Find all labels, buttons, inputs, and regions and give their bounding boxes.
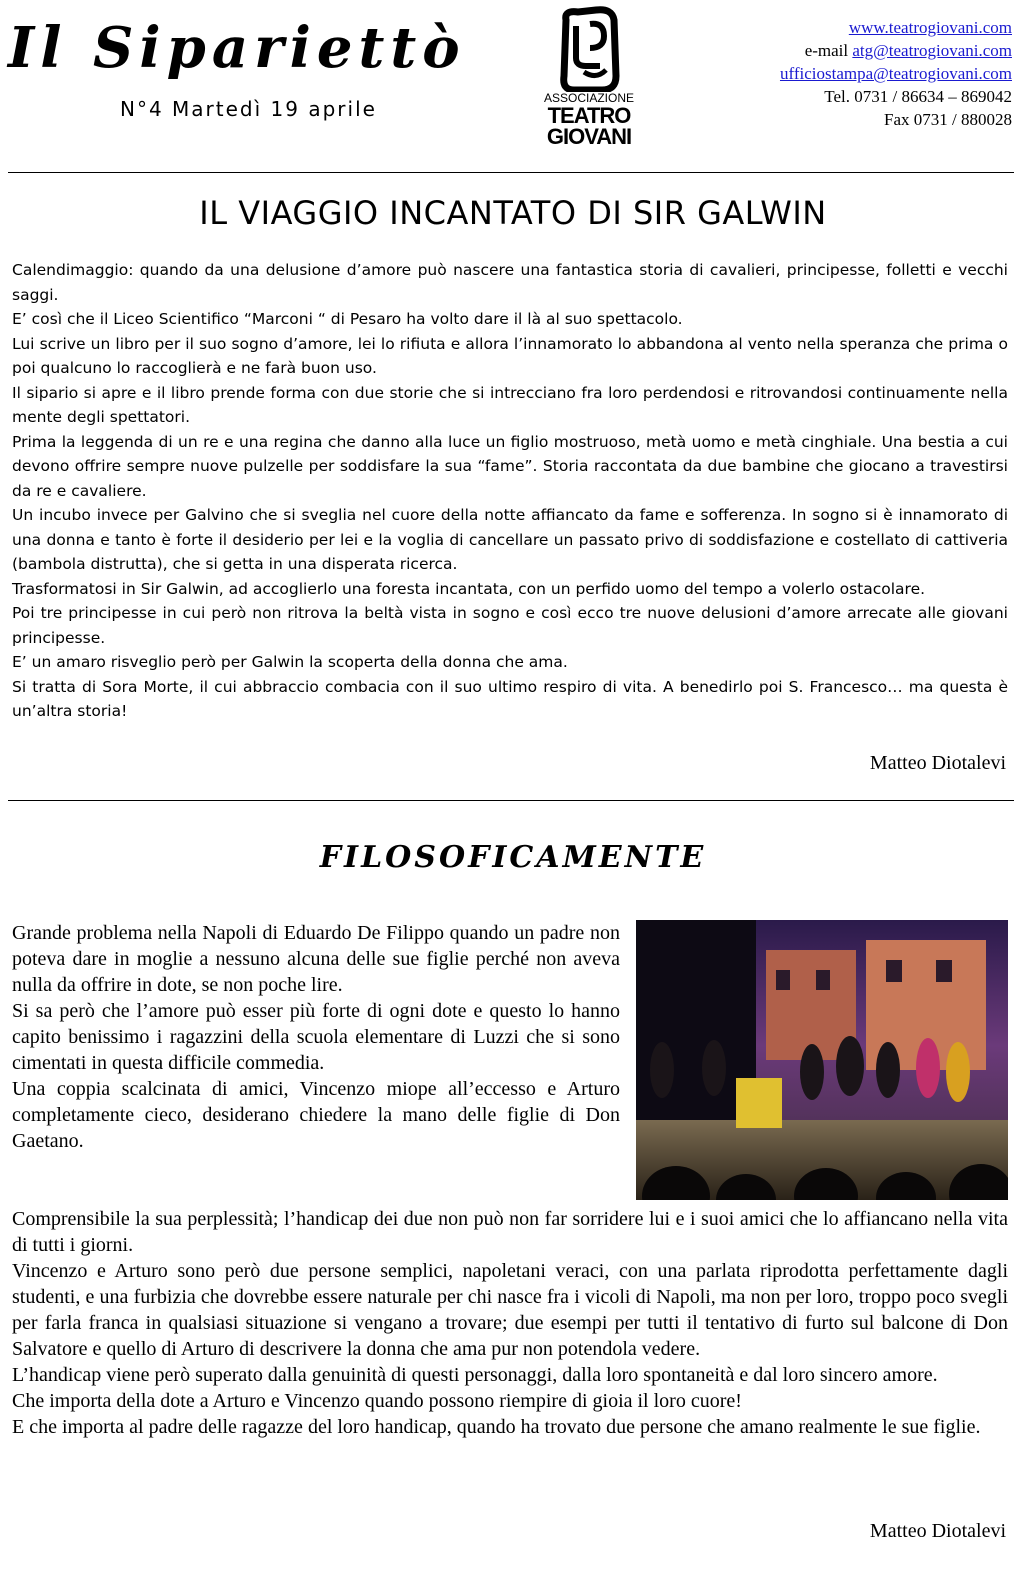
fax: Fax 0731 / 880028: [884, 110, 1012, 129]
telephone: Tel. 0731 / 86634 – 869042: [824, 87, 1012, 106]
contact-block: [780, 16, 1012, 131]
article1-paragraph: Si tratta di Sora Morte, il cui abbraccio combacia con il suo ultimo respiro di vita. A benedirlo poi S. Francesco… ma questa è un’altra storia!: [12, 677, 1008, 720]
article2-paragraph: E che importa al padre delle ragazze del loro handicap, quando ha trovato due persone che amano realmente le sue figlie.: [12, 1416, 981, 1438]
article1-paragraph: Un incubo invece per Galvino che si sveglia nel cuore della notte affiancato da fame e sofferenza. In sogno si è innamorato di una donna e tanto è forte il desiderio per lei e la voglia di cancellare un passato privo di soddisfazione e costellato di cattiveria (bambola distrutta), che si getta in una disperata ricerca.: [12, 506, 1008, 573]
divider-top: [8, 172, 1014, 173]
email-link[interactable]: atg@teatrogiovani.com: [852, 41, 1012, 60]
article2-paragraph: Grande problema nella Napoli di Eduardo De Filippo quando un padre non poteva dare in moglie a nessuno alcuna delle sue figlie perché non aveva nulla da offrire in dote, se non poche lire.: [12, 922, 620, 996]
article1-body: [12, 258, 1008, 724]
website-link[interactable]: www.teatrogiovani.com: [848, 18, 1012, 37]
article1-paragraph: Poi tre principesse in cui però non ritrova la beltà vista in sogno e così ecco tre nuove delusioni d’amore arrecate alle giovani principesse.: [12, 604, 1008, 647]
article2-paragraph: Una coppia scalcinata di amici, Vincenzo miope all’eccesso e Arturo completamente cieco, desiderano chiedere la mano delle figlie di Don Gaetano.: [12, 1078, 620, 1152]
article2-heading: FILOSOFICAMENTE: [319, 840, 707, 875]
article1-paragraph: E’ un amaro risveglio però per Galwin la scoperta della donna che ama.: [12, 653, 568, 671]
divider-middle: [8, 800, 1014, 801]
article1-paragraph: Trasformatosi in Sir Galwin, ad accoglierlo una foresta incantata, con un perfido uomo del tempo a volerlo ostacolare.: [12, 579, 926, 598]
article2-paragraph: Si sa però che l’amore può esser più forte di ogni dote e questo lo hanno capito benissimo i ragazzini della scuola elementare di Luzzi che si sono cimentati in questa difficile commedia.: [12, 1000, 620, 1074]
article2-body-bottom: [12, 1206, 1008, 1440]
press-email-link[interactable]: ufficiostampa@teatrogiovani.com: [779, 64, 1012, 83]
logo-text-association: ASSOCIAZIONE: [543, 91, 635, 105]
article2-body-top: [12, 920, 620, 1154]
article2-paragraph: Vincenzo e Arturo sono però due persone semplici, napoletani veraci, con una parlata riprodotta perfettamente dagli studenti, e una furbizia che dovrebbe essere naturale per chi nasce fra i vicoli di Napoli, ma non per loro, troppo poco svegli per farla franca in qualsiasi situazione si vengano a trovare; due esempi per tutti il tentativo di furto sul balcone di Don Salvatore e quello di Arturo di descrivere la donna che ama pur non potendola vedere.: [12, 1260, 1008, 1360]
newsletter-title: Il Sipariettò: [8, 15, 466, 81]
email-label: e-mail: [804, 41, 853, 60]
association-logo: [530, 4, 648, 149]
stage-photo: [636, 920, 1008, 1200]
article1-paragraph: E’ così che il Liceo Scientifico “Marconi “ di Pesaro ha volto dare il là al suo spettacolo.: [12, 310, 683, 328]
article2-paragraph: Comprensibile la sua perplessità; l’handicap dei due non può non far sorridere lui e i suoi amici che lo affiancano nella vita di tutti i giorni.: [12, 1208, 1008, 1256]
article1-heading: IL VIAGGIO INCANTATO DI SIR GALWIN: [199, 194, 827, 232]
article1-paragraph: Lui scrive un libro per il suo sogno d’amore, lei lo rifiuta e allora l’innamorato lo abbandona al vento nella speranza che prima o poi qualcuno lo raccoglierà e ne farà buon uso.: [12, 334, 1008, 377]
logo-text-giovani: GIOVANI: [546, 124, 632, 149]
theatre-stage-image: [636, 920, 1008, 1200]
article1-paragraph: Calendimaggio: quando da una delusione d’amore può nascere una fantastica storia di cavalieri, principesse, folletti e vecchi saggi.: [12, 261, 1008, 304]
teatro-giovani-mark-icon: [556, 6, 622, 92]
masthead: [0, 0, 1026, 165]
logo-text-teatro: TEATRO: [547, 103, 631, 128]
article1-paragraph: Prima la leggenda di un re e una regina che danno alla luce un figlio mostruoso, metà uomo e metà cinghiale. Una bestia a cui devono offrire sempre nuove pulzelle per soddisfare la sua “fame”. Storia raccontata da due bambine che giocano a travestirsi da re e cavaliere.: [12, 432, 1008, 500]
article2-paragraph: L’handicap viene però superato dalla genuinità di questi personaggi, dalla loro spontaneità e dal loro sincero amore.: [12, 1364, 938, 1386]
article2-author: Matteo Diotalevi: [869, 1520, 1006, 1542]
issue-date: N°4 Martedì 19 aprile: [120, 97, 377, 121]
article1-author: Matteo Diotalevi: [869, 752, 1006, 774]
article1-paragraph: Il sipario si apre e il libro prende forma con due storie che si intrecciano fra loro perdendosi e ritrovandosi continuamente nella mente degli spettatori.: [12, 383, 1008, 426]
article2-paragraph: Che importa della dote a Arturo e Vincenzo quando possono riempire di gioia il loro cuore!: [12, 1390, 742, 1412]
